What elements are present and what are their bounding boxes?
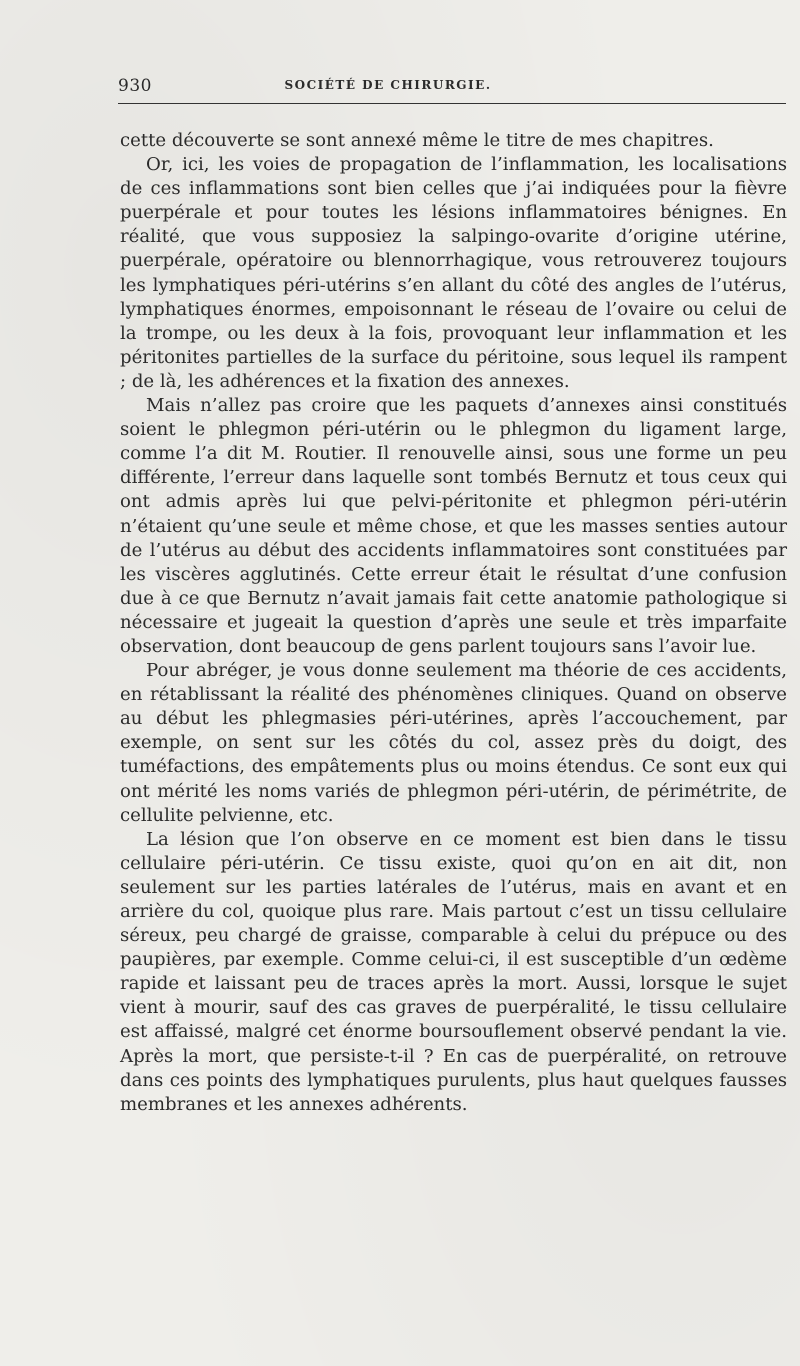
paragraph: Or, ici, les voies de propagation de l’inflammation, les localisations de ces inflammations sont bien celles que j’ai indiquées pour la fièvre puerpérale et pour toutes les lésions inflammatoires bénignes. En réalité, que vous supposiez la salpingo-ovarite d’origine utérine, puerpérale, opératoire ou blennorrhagique, vous retrouverez toujours les lymphatiques péri-utérins s’en allant du côté des angles de l’utérus, lymphatiques énormes, empoisonnant le réseau de l’ovaire ou celui de la trompe, ou les deux à la fois, provoquant leur inflammation et les péritonites partielles de la surface du péritoine, sous lequel ils rampent ; de là, les adhérences et la fixation des annexes. [120,154,787,392]
paragraph: Mais n’allez pas croire que les paquets d’annexes ainsi constitués soient le phlegmon péri-utérin ou le phlegmon du ligament large, comme l’a dit M. Routier. Il renouvelle ainsi, sous une forme un peu différente, l’erreur dans laquelle sont tombés Bernutz et tous ceux qui ont admis après lui que pelvi-péritonite et phlegmon péri-utérin n’étaient qu’une seule et même chose, et que les masses senties autour de l’utérus au début des accidents inflammatoires sont constituées par les viscères agglutinés. Cette erreur était le résultat d’une confusion due à ce que Bernutz n’avait jamais fait cette anatomie pathologique si nécessaire et jugeait la question d’après une seule et très imparfaite observation, dont beaucoup de gens parlent toujours sans l’avoir lue. [120,395,787,657]
paragraph: La lésion que l’on observe en ce moment est bien dans le tissu cellulaire péri-utérin. Ce tissu existe, quoi qu’on en ait dit, non seulement sur les parties latérales de l’utérus, mais en avant et en arrière du col, quoique plus rare. Mais partout c’est un tissu cellulaire séreux, peu chargé de graisse, comparable à celui du prépuce ou des paupières, par exemple. Comme celui-ci, il est susceptible d’un œdème rapide et laissant peu de traces après la mort. Aussi, lorsque le sujet vient à mourir, sauf des cas graves de puerpéralité, le tissu cellulaire est affaissé, malgré cet énorme boursouflement observé pendant la vie. Après la mort, que persiste-t-il ? En cas de puerpéralité, on retrouve dans ces points des lymphatiques purulents, plus haut quelques fausses membranes et les annexes adhérents. [120,828,787,1115]
page-number: 930 [118,76,152,96]
journal-title: SOCIÉTÉ DE CHIRURGIE. [284,78,492,92]
body-text [120,129,787,1117]
paragraph-continuation: cette découverte se sont annexé même le titre de mes chapitres. [120,130,714,151]
header-rule [118,103,786,104]
paragraph: Pour abréger, je vous donne seulement ma théorie de ces accidents, en rétablissant la réalité des phénomènes cliniques. Quand on observe au début les phlegmasies péri-utérines, après l’accouchement, par exemple, on sent sur les côtés du col, assez près du doigt, des tuméfactions, des empâtements plus ou moins étendus. Ce sont eux qui ont mérité les noms variés de phlegmon péri-utérin, de périmétrite, de cellulite pelvienne, etc. [120,660,787,826]
running-head [118,72,788,102]
